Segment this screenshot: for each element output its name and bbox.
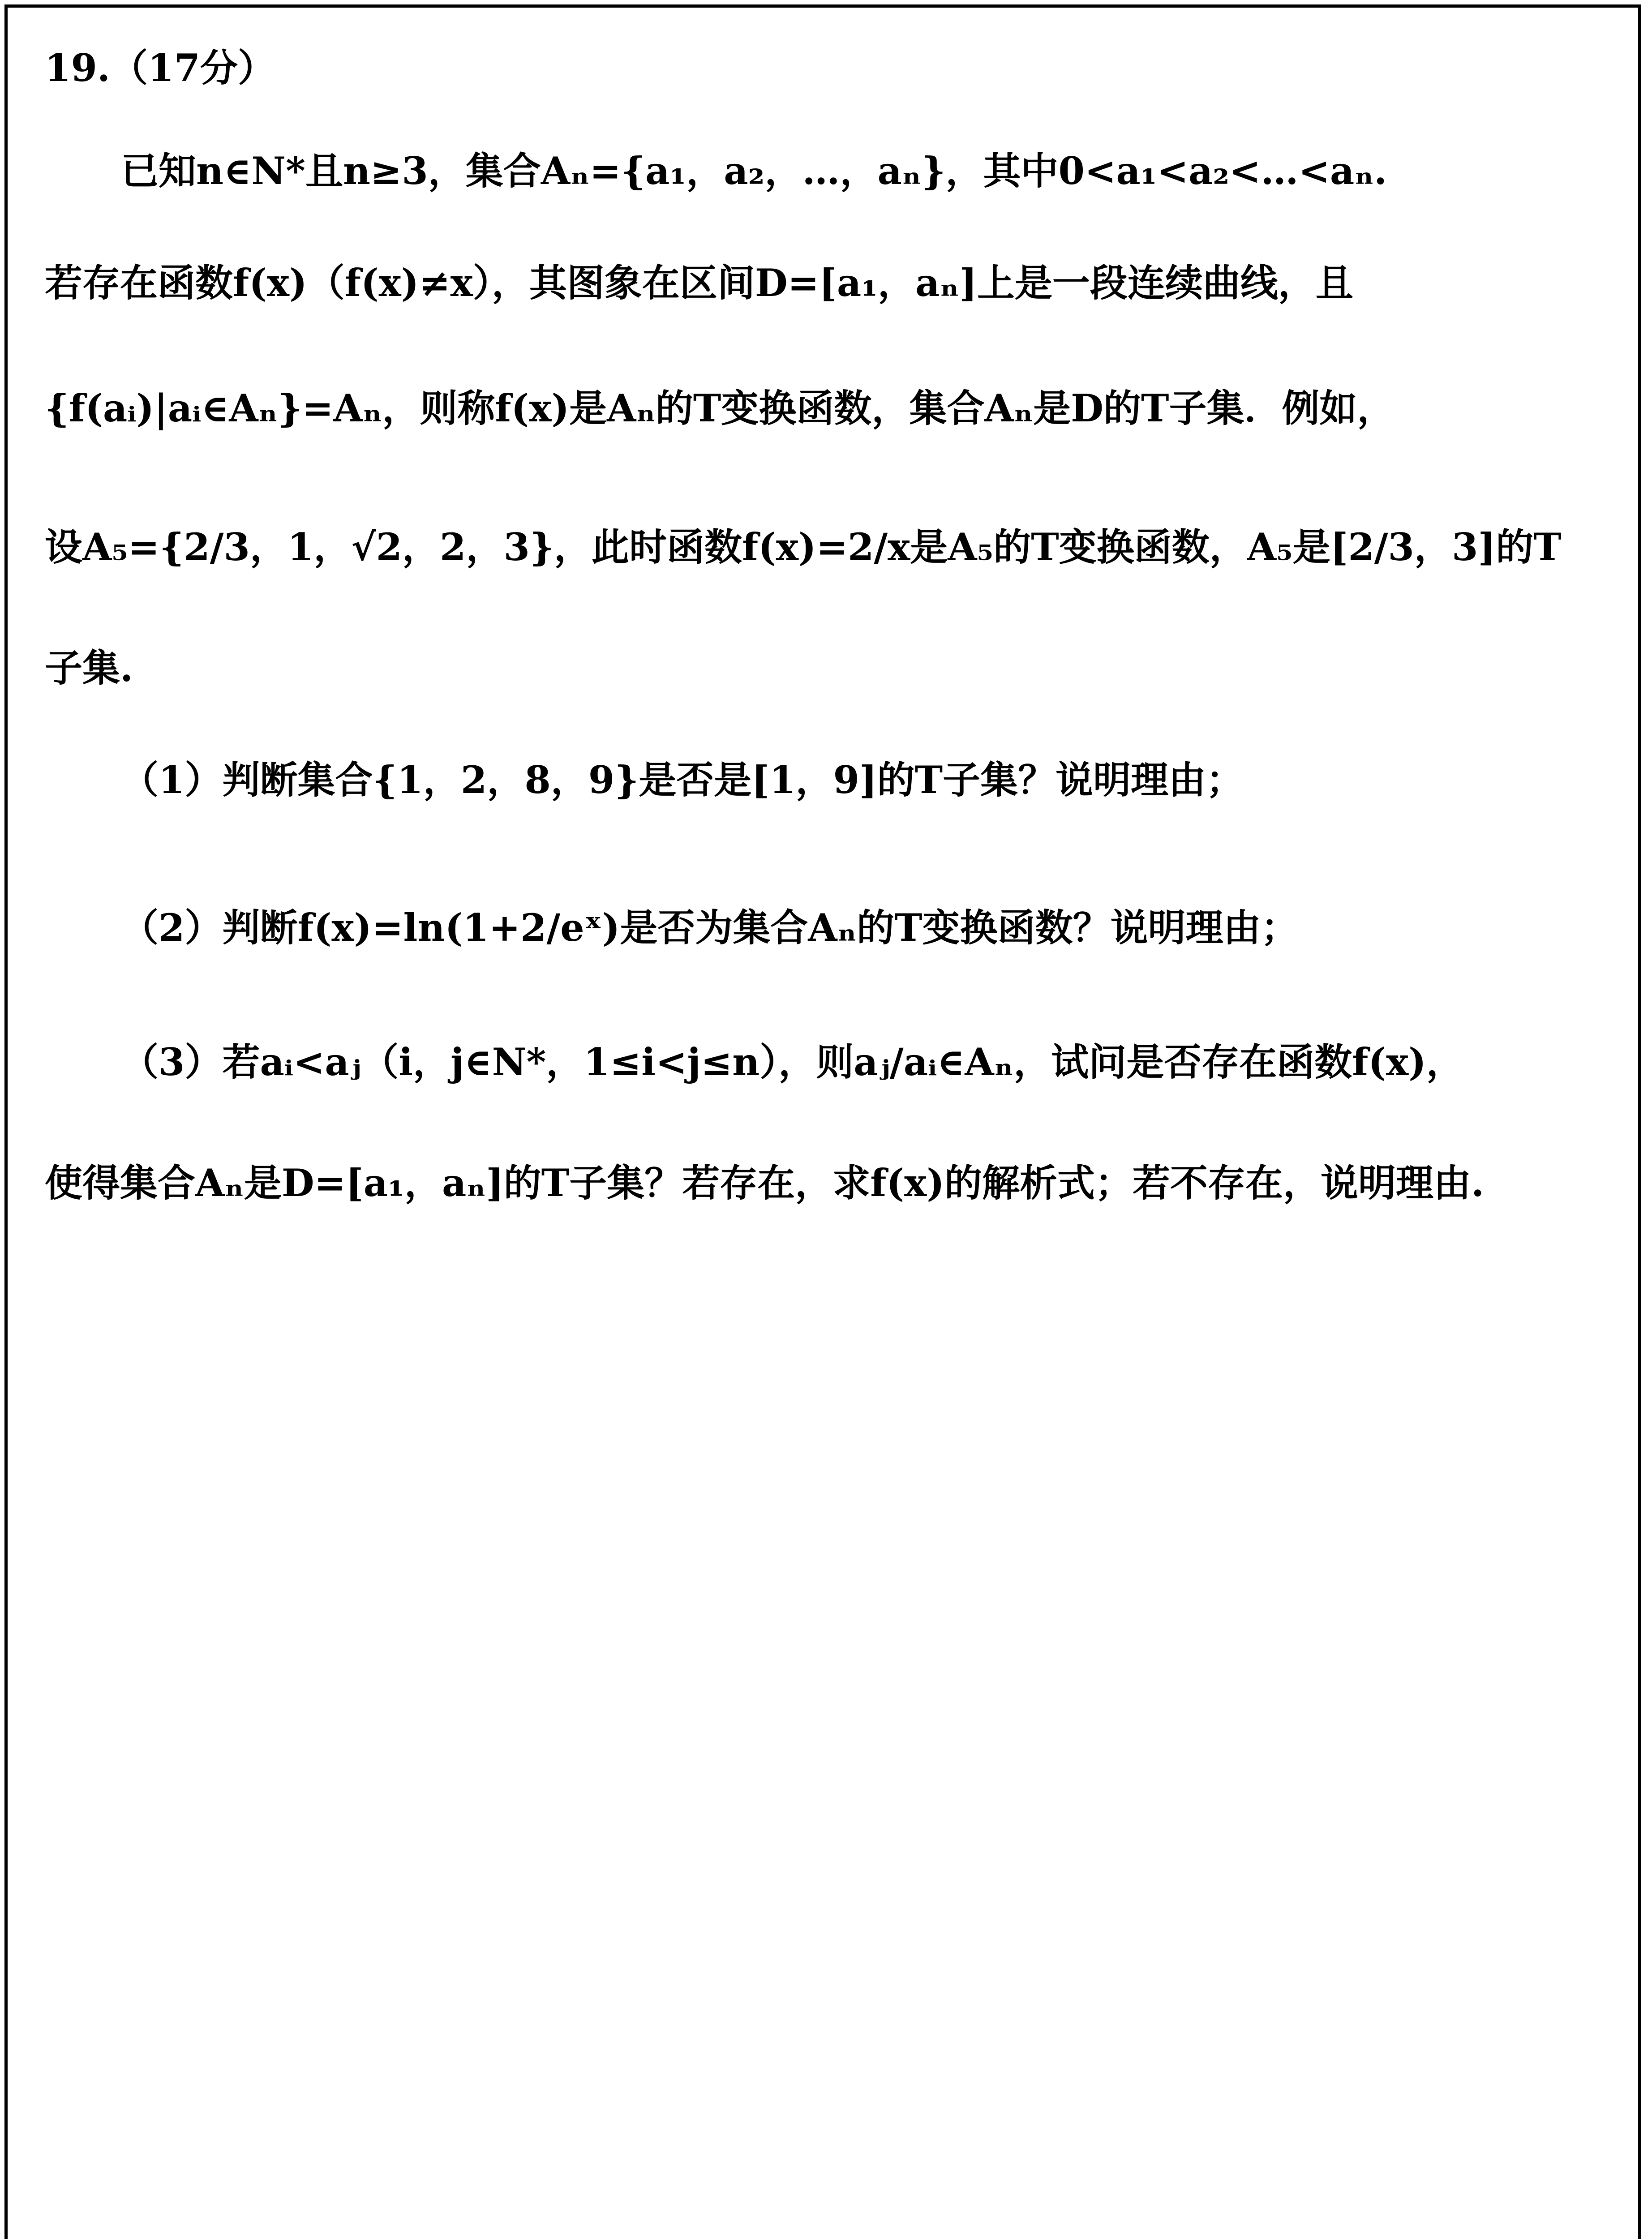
page-frame [4, 4, 1641, 2239]
part-2: （2）判断f(x)=ln(1+2/eˣ)是否为集合Aₙ的T变换函数？说明理由； [121, 905, 1299, 950]
intro-line-2: 若存在函数f(x)（f(x)≠x），其图象在区间D=[a₁，aₙ]上是一段连续曲线，且 [45, 261, 1353, 305]
intro-line-5: 子集. [45, 646, 133, 690]
intro-line-1: 已知n∈N*且n≥3，集合Aₙ={a₁，a₂，…，aₙ}，其中0<a₁<a₂<…<aₙ. [121, 149, 1387, 193]
part-3: （3）若aᵢ<aⱼ（i，j∈N*，1≤i<j≤n），则aⱼ/aᵢ∈Aₙ，试问是否存在函数f(x)， [121, 1040, 1464, 1084]
part-3-continued: 使得集合Aₙ是D=[a₁，aₙ]的T子集？若存在，求f(x)的解析式；若不存在，说明理由. [45, 1161, 1485, 1205]
question-number: 19.（17分） [45, 46, 276, 90]
intro-line-4: 设A₅={2/3，1，√2，2，3}，此时函数f(x)=2/x是A₅的T变换函数，A₅是[2/3，3]的T [45, 525, 1562, 569]
intro-line-3: {f(aᵢ)|aᵢ∈Aₙ}=Aₙ，则称f(x)是Aₙ的T变换函数，集合Aₙ是D的T子集．例如， [45, 386, 1395, 430]
part-1: （1）判断集合{1，2，8，9}是否是[1，9]的T子集？说明理由； [121, 758, 1244, 802]
